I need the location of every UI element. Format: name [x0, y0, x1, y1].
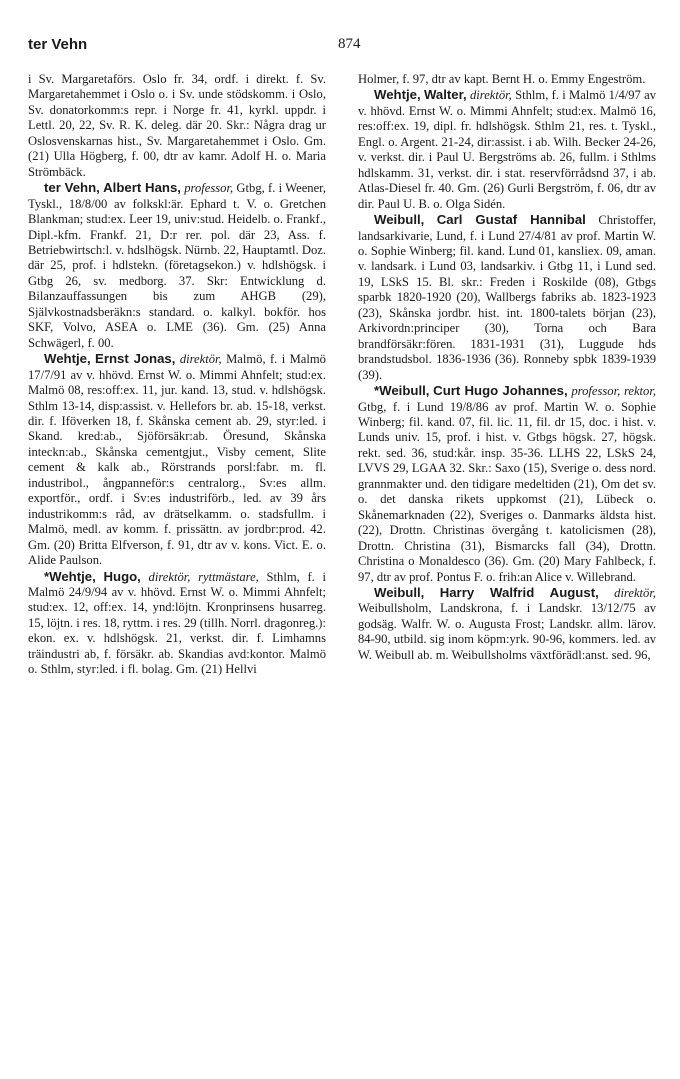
entry-given-name: Walter,	[423, 87, 467, 103]
entry-wehtje-walter	[358, 87, 656, 212]
entry-ter-vehn-albert	[28, 180, 326, 351]
entry-title: professor, rektor,	[571, 384, 656, 399]
right-column	[358, 72, 656, 663]
entry-text: Gtbg, f. i Lund 19/8/86 av prof. Martin W. o. Sophie Winberg; fil. kand. 07, fil. lic. 11, fil. dr 15, doc. i hist. v. Lunds univ. 15, prof. i hist. v. Gtbgs högsk. 27, högsk. rekt. sed. 36, stud:kår. insp. 35-36. LLHS 22, LSkS 24, LVVS 29, LGAA 32. Skr.: Saxo (15), Sverige o. dess nord. grannmakter und. den tidigare medeltiden (21), Om det sv. o. det danska rikets uppkomst (21), Lübeck o. Skånemarknaden (22), Sveriges o. Danmarks äldsta hist. (22), Drottn. Christinas övergång t. katolicismen (28), Drottn. Christina (31), Bismarcks fall (34), Drottn. Christina o Monaldesco (36). Gm. (20) Mary Fahlbeck, f. 97, dtr av prof. Pontus F. o. frih:an Alice v. Willebrand.	[358, 399, 656, 584]
entry-given-name: Harry Walfrid August,	[439, 584, 599, 600]
entry-text: Sthlm, f. i Malmö 24/9/94 av v. hhövd. Ernst W. o. Mimmi Ahnfelt; stud:ex. 12, off:ex. 14, ynd:löjtn. Kronprinsens husarreg. 15, löjtn. i res. 18, ryttm. i res. 29 (tillh. Norrl. dragonreg.): ekon. ex. v. hdlshögsk. 21, verkst. dir. f. Limhamns träindustri ab, f. försäkr. ab. Skandias avd:kontor. Malmö o. Sthlm, styr:led. i fl. bolag. Gm. (21) Hellvi	[28, 569, 327, 677]
entry-title: direktör,	[469, 88, 512, 103]
entry-text: Holmer, f. 97, dtr av kapt. Bernt H. o. Emmy Engeström.	[358, 72, 646, 86]
entry-surname: Weibull,	[374, 584, 425, 600]
entry-text: Gtbg, f. i Weener, Tyskl., 18/8/00 av folkskl:är. Ephard t. V. o. Gretchen Blankman; stud:ex. Leer 19, univ:stud. Heidelb. o. Frankf., Dipl.-kfm. Frankf. 21, D:r rer. pol. där 23, Ass. f. Betriebwirtsch:l. v. hdslhögsk. Nürnb. 22, Hauptamtl. Doz. där 25, prof. i hdlstekn. (företagsekon.) v. hdlshögsk. i Gtbg 26, sv. medborg. 37. Skr: Entwicklung d. Bilanzauffassungen bis zum AHGB (29), Självkostnadsberäkn:s standard. o. kalkyl. bokför. hos SKF, Volvo, ASEA o. LME (36). Gm. (25) Anna Schwägerl, f. 00.	[28, 181, 327, 350]
entry-title: direktör,	[179, 352, 222, 367]
entry-title: professor,	[184, 181, 234, 196]
entry-text: Sthlm, f. i Malmö 1/4/97 av v. hhövd. Ernst W. o. Mimmi Ahnfelt; stud:ex. Malmö 16, res:off:ex. 19, dipl. fr. hdlshögsk. Sthlm 21, res. t. Tyskl., Engl. o. Argent. 21-24, dir:assist. i ab. Wilh. Becker 24-26, v. verkst. dir. i Paul U. Bergströms ab. 26, fullm. i Sthlms hdlskamm. 31, verkst. dir. i stat. reservförrådsnd 37, i ab. Atlas-Diesel fr. 40. Gm. (26) Gurli Bergström, f. 06, dtr av dir. Paul U. B. o. Olga Sidén.	[358, 88, 657, 211]
entry-title: direktör, ryttmästare,	[148, 569, 259, 584]
page-number: 874	[338, 36, 361, 52]
entry-surname: Weibull,	[374, 212, 425, 228]
entry-title: direktör,	[614, 585, 656, 600]
entry-surname: Wehtje,	[374, 87, 421, 103]
entry-given-name: Curt Hugo Johannes,	[433, 383, 568, 399]
page-header	[28, 36, 640, 60]
entry-surname: *Weibull,	[374, 383, 430, 399]
entry-surname: Wehtje,	[44, 351, 91, 367]
entry-continuation	[28, 72, 326, 180]
entry-weibull-harry	[358, 585, 656, 663]
running-head: ter Vehn	[28, 36, 88, 53]
left-column	[28, 72, 326, 678]
entry-given-name: Ernst Jonas,	[95, 351, 176, 367]
entry-continuation	[358, 72, 656, 87]
entry-weibull-carl-gustaf	[358, 212, 656, 383]
entry-text: Malmö, f. i Malmö 17/7/91 av v. hhövd. Ernst W. o. Mimmi Ahnfelt; stud:ex. Malmö 08, res:off:ex. 11, jur. kand. 13, stud. v. hdlshögsk. Sthlm 13-14, disp:assist. v. Hellefors br. ab. 15-18, verkst. dir. f. Iföverken 18, f. Skånska cement ab. 29, styr:led. i Skand. kred:ab., Sjöförsäkr:ab. Öresund, Skånska inteckn:ab., Skånska cementgjut., Visby cement, Slite cement & kalk ab., Rörstrands porsl:fabr. m. fl. industribol., ångpanneför:s centralorg., Sv:es allm. exportför., ordf. i Sv:es industriförb., led. av 39 års industrikomm:s råd, av drätselkamm. o. stadsfullm. i Malmö, medl. av komm. f. prissättn. av jordbr:prod. 42. Gm. (20) Britta Elfverson, f. 91, dtr av v. kons. Vict. E. o. Alide Paulson.	[28, 352, 326, 568]
entry-weibull-curt	[358, 383, 656, 585]
entry-text: Christoffer, landsarkivarie, Lund, f. i Lund 27/4/81 av prof. Martin W. o. Sophie Winberg; fil. kand. Lund 01, kansliex. 09, aman. v. landsark. i Lund 03, landsarkiv. i Gtbg 11, i Lund sed. 19, LSkS 15. Bl. skr.: Freden i Roskilde (08), Gtbgs sparbk 1820-1920 (20), Wallbergs fabriks ab. 1823-1923 (23), Skånska jordbr. hist. int. 1800-talets början (23), Arkivordn:principer (30), Torna och Bara brandförsäkr:fören. 1831-1931 (31), Luggude hds brandstudsbol. 1836-1936 (36). Ronneby spbk 1839-1939 (39).	[358, 213, 656, 382]
entry-wehtje-hugo	[28, 569, 326, 678]
entry-given-name: Hugo,	[103, 568, 141, 584]
entry-surname: ter Vehn,	[44, 180, 100, 196]
entry-given-name: Carl Gustaf Hannibal	[436, 212, 586, 228]
entry-surname: *Wehtje,	[44, 568, 96, 584]
entry-text: Weibullsholm, Landskrona, f. i Landskr. 13/12/75 av godsäg. Walfr. W. o. Augusta Frost; Landskr. allm. lärov. 84-90, utbild. sig inom köpm:yrk. 90-96, kommers. led. av W. Weibull ab. m. Weibullsholms växtförädl:anst. sed. 96,	[358, 601, 656, 662]
entry-wehtje-ernst	[28, 351, 326, 568]
entry-given-name: Albert Hans,	[103, 180, 181, 196]
entry-text: i Sv. Margaretaförs. Oslo fr. 34, ordf. i direkt. f. Sv. Margaretahemmet i Oslo o. i Sv. unde stödskomm. i Oslo, Sv. donatorkomm:s repr. i Norge fr. 41, kyrkl. uppdr. i Lettl. 20, 22, Sv. R. K. deleg. där 20. Skr.: Några drag ur Oslosvenskarnas hist., Sv. Margaretahemmet i Oslo. Gm. (21) Ulla Högberg, f. 00, dtr av kamr. Adolf H. o. Maria Strömbäck.	[28, 72, 326, 179]
